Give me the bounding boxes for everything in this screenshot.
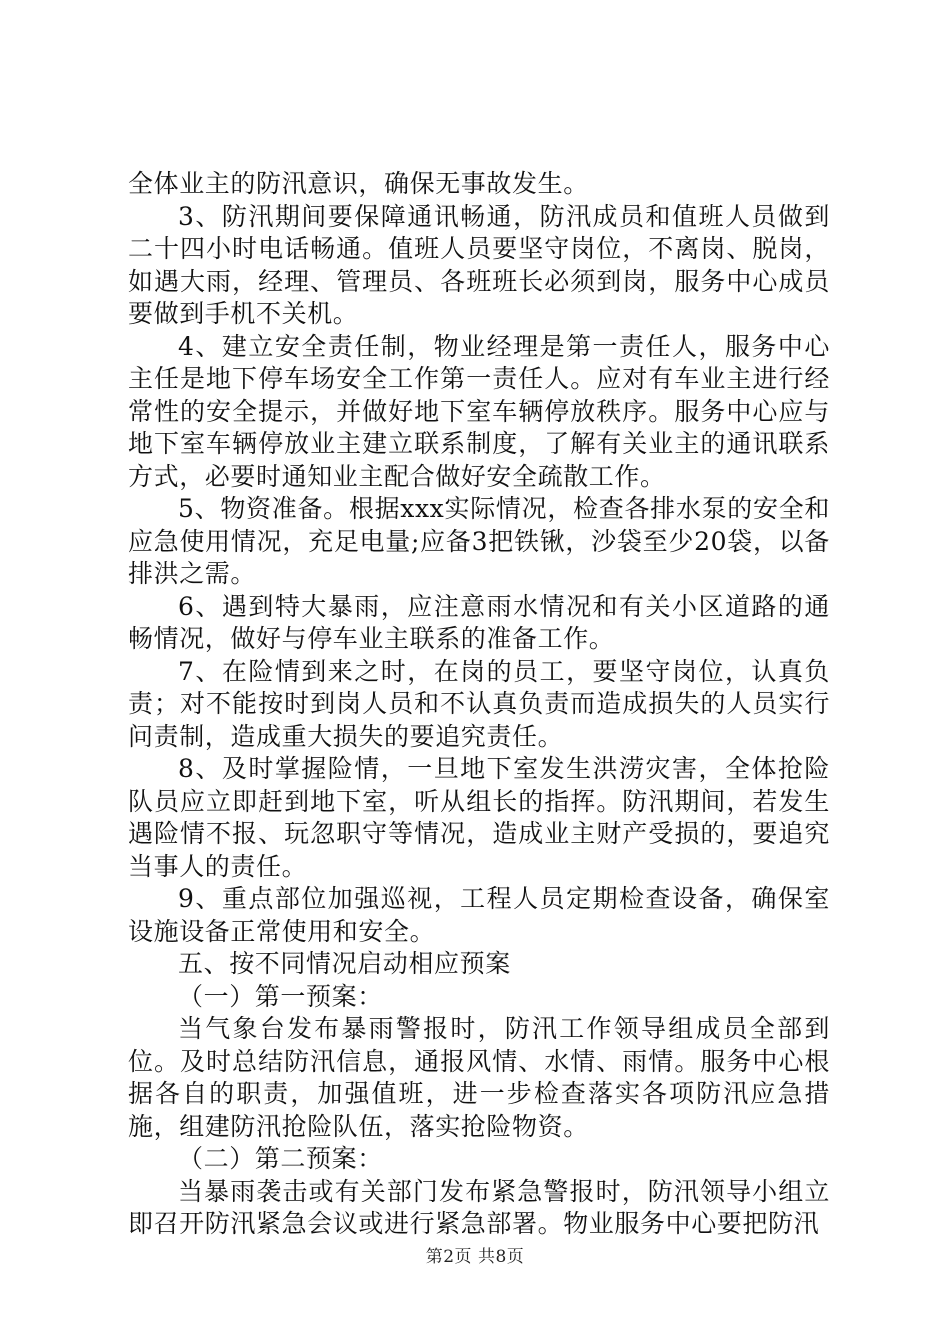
page-number-footer: 第2页 共8页 [425,1247,525,1267]
subheading-plan-2: （二）第二预案： [178,1144,383,1173]
paragraph-item-5: 5、物资准备。根据xxx实际情况，检查各排水泵的安全和应急使用情况，充足电量;应备3把铁锹，沙袋至少20袋，以备排洪之需。 [128,494,830,588]
paragraph-continuation: 全体业主的防汛意识，确保无事故发生。 [128,169,589,198]
paragraph-item-8: 8、及时掌握险情，一旦地下室发生洪涝灾害，全体抢险队员应立即赶到地下室，听从组长的指挥。防汛期间，若发生遇险情不报、玩忽职守等情况，造成业主财产受损的，要追究当事人的责任。 [128,754,830,881]
document-body [128,168,830,1241]
subheading-plan-1: （一）第一预案： [178,981,383,1011]
paragraph-plan-1: 当气象台发布暴雨警报时，防汛工作领导组成员全部到位。及时总结防汛信息，通报风情、水情、雨情。服务中心根据各自的职责，加强值班，进一步检查落实各项防汛应急措施，组建防汛抢险队伍，落实抢险物资。 [128,1014,830,1141]
paragraph-item-6: 6、遇到特大暴雨，应注意雨水情况和有关小区道路的通畅情况，做好与停车业主联系的准备工作。 [128,591,830,653]
paragraph-item-3: 3、防汛期间要保障通讯畅通，防汛成员和值班人员做到二十四小时电话畅通。值班人员要坚守岗位，不离岗、脱岗，如遇大雨，经理、管理员、各班班长必须到岗，服务中心成员要做到手机不关机。 [128,201,830,328]
paragraph-item-7: 7、在险情到来之时，在岗的员工，要坚守岗位，认真负责；对不能按时到岗人员和不认真负责而造成损失的人员实行问责制，造成重大损失的要追究责任。 [128,656,830,751]
paragraph-plan-2: 当暴雨袭击或有关部门发布紧急警报时，防汛领导小组立即召开防汛紧急会议或进行紧急部署。物业服务中心要把防汛 [128,1176,830,1238]
paragraph-item-4: 4、建立安全责任制，物业经理是第一责任人，服务中心主任是地下停车场安全工作第一责任人。应对有车业主进行经常性的安全提示，并做好地下室车辆停放秩序。服务中心应与地下室车辆停放业主建立联系制度，了解有关业主的通讯联系方式，必要时通知业主配合做好安全疏散工作。 [128,331,830,491]
paragraph-item-9: 9、重点部位加强巡视，工程人员定期检查设备，确保室设施设备正常使用和安全。 [128,884,830,946]
section-heading-5: 五、按不同情况启动相应预案 [178,949,511,978]
